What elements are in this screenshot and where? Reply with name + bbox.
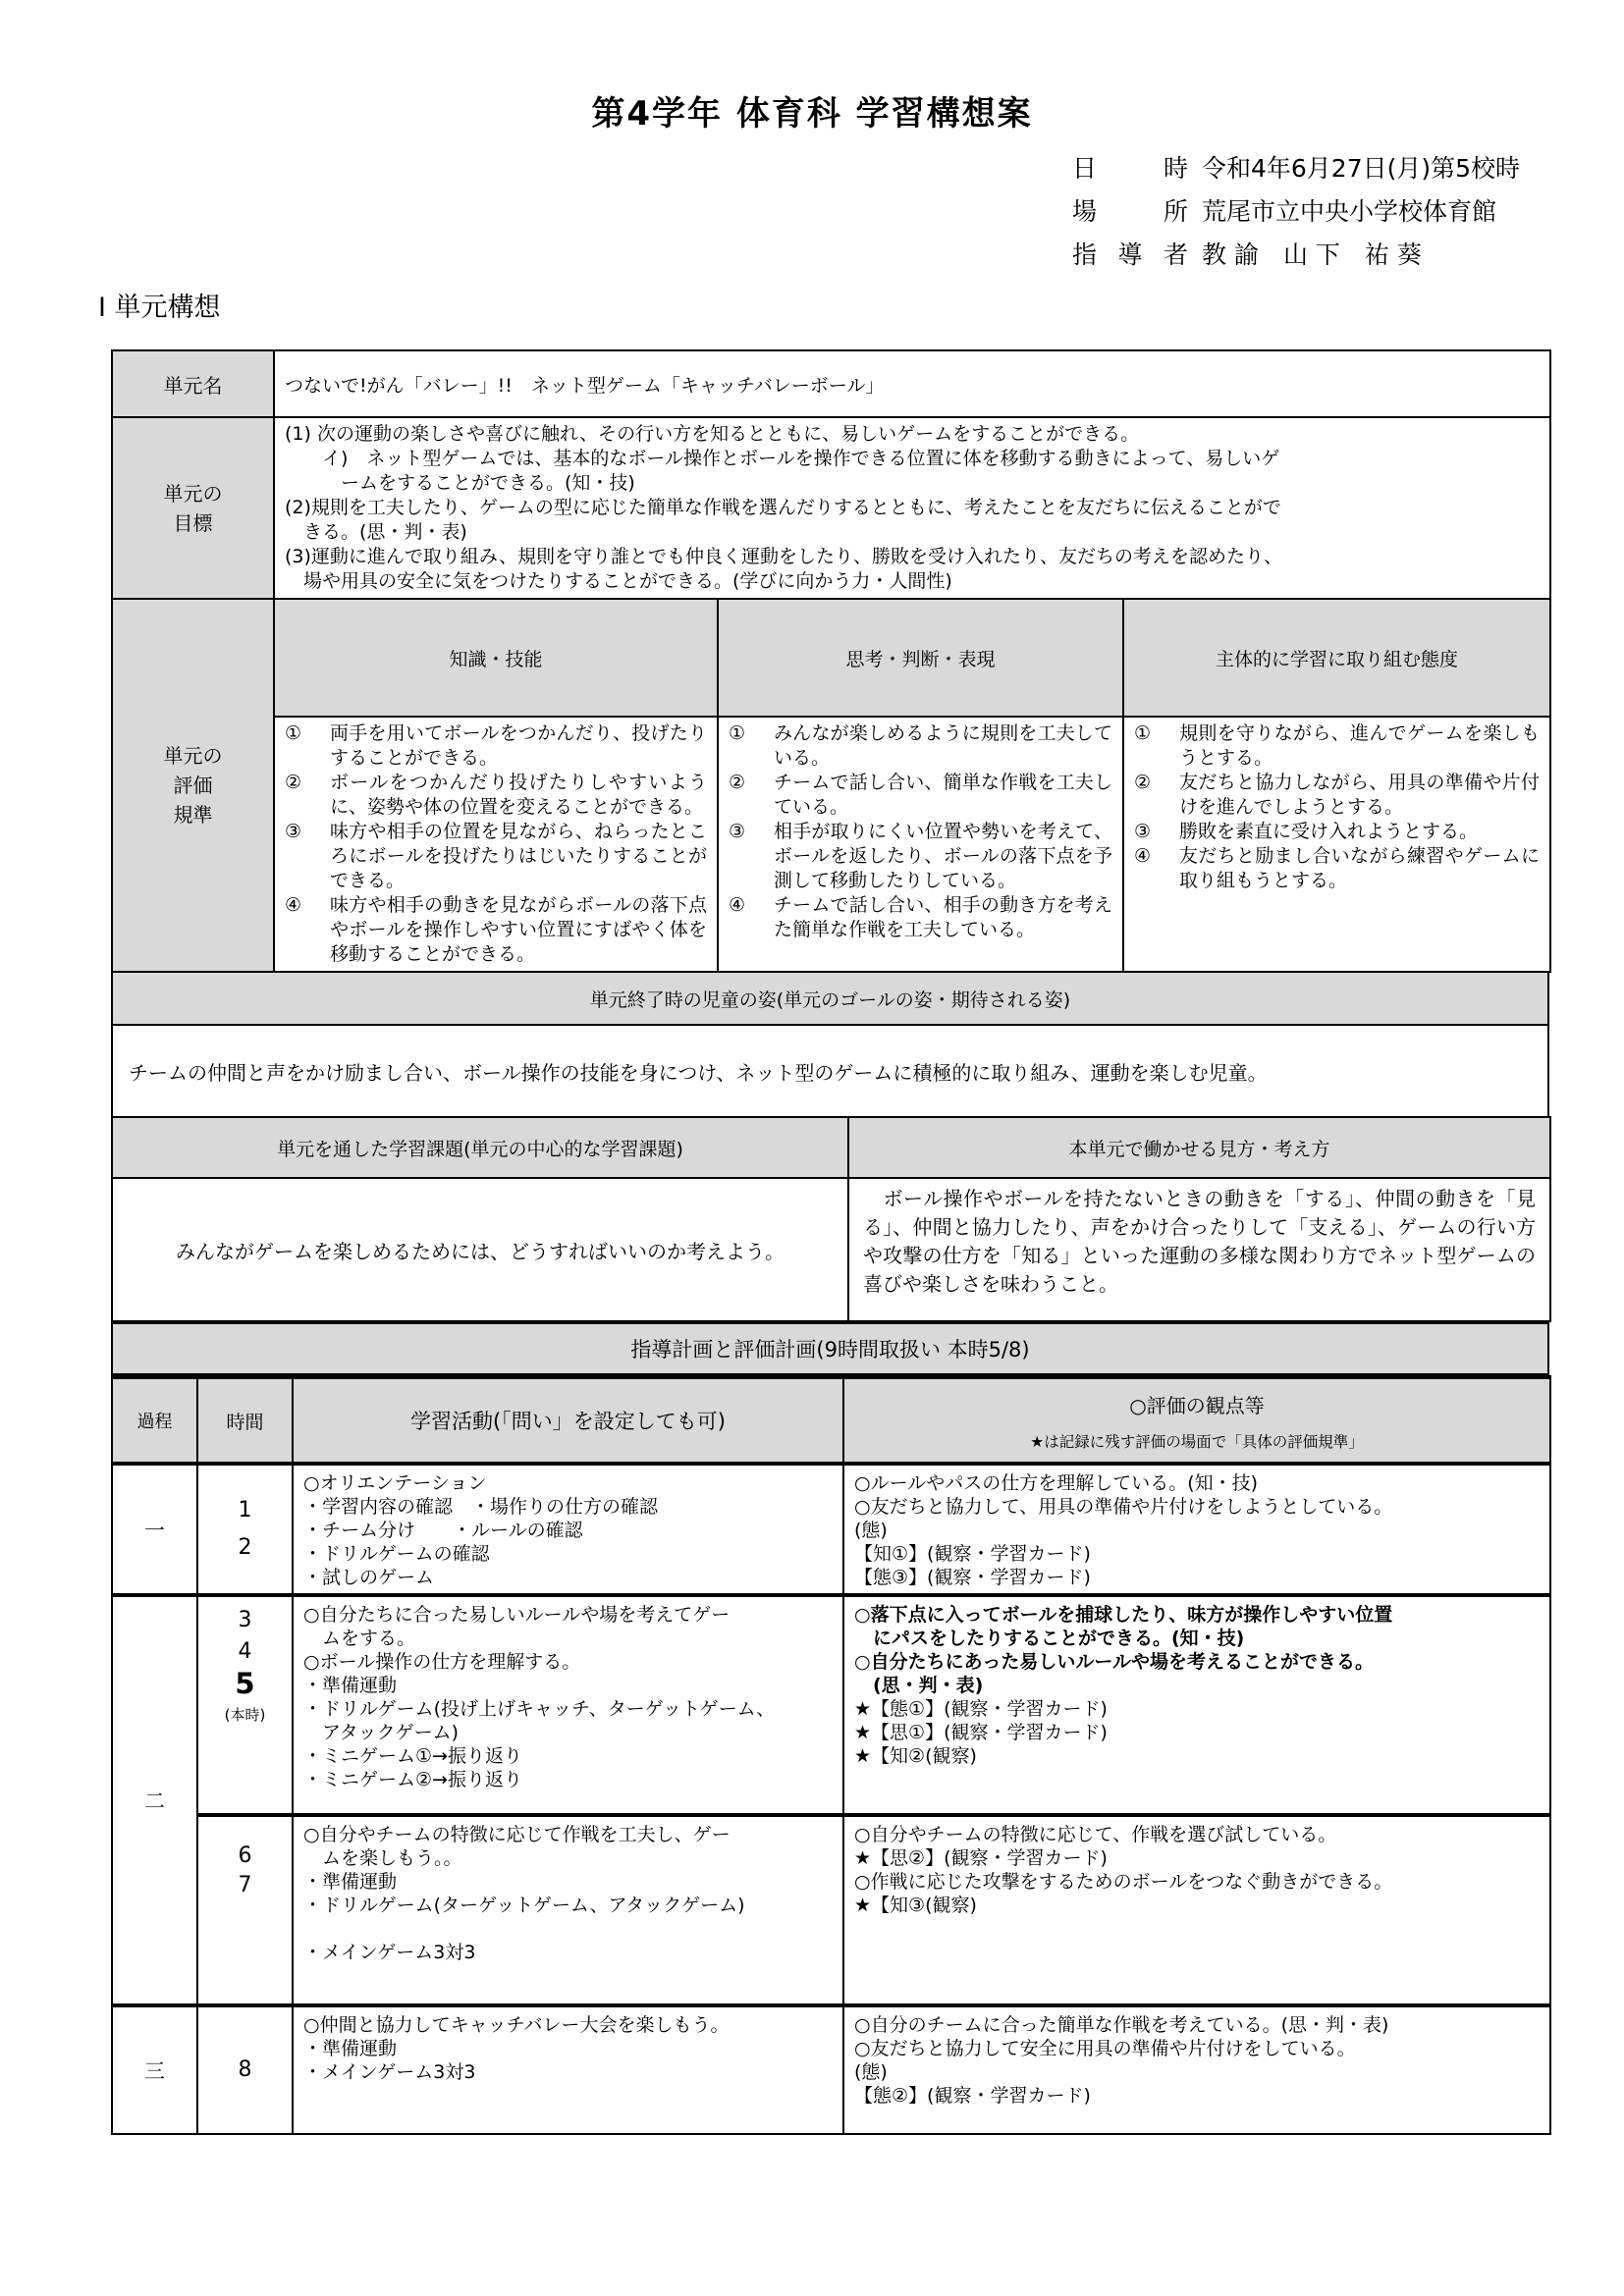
criteria-knowledge-cell bbox=[274, 717, 718, 972]
criteria-knowledge-items: ① 両手を用いてボールをつかんだり、投げたりすることができる。 ② ボールをつかんだり投げたりしやすいように、姿勢や体の位置を変えることができる。 ③ 味方や相手の位置を見ながら、ねらったところにボールを投げたりはじいたりすることができる。 ④ 味方や相手の動きを見ながらボールの落下点やボールを操作しやすい位置にすばやく体を移動することができる。 bbox=[285, 722, 707, 965]
meta-row-instructor bbox=[1072, 240, 1534, 270]
meta-block bbox=[1072, 154, 1534, 270]
plan-banner-table bbox=[111, 1320, 1549, 1377]
meta-value-place: 荒尾市立中央小学校体育館 bbox=[1202, 197, 1497, 226]
goal-figure-header: 単元終了時の児童の姿(単元のゴールの姿・期待される姿) bbox=[112, 972, 1548, 1025]
plan-row-2b bbox=[112, 1815, 1550, 2005]
plan-table bbox=[111, 1375, 1551, 2135]
plan-row-2a-time: 3 4 5 (本時) bbox=[197, 1595, 293, 1815]
meta-label-instructor: 指 導 者 bbox=[1072, 240, 1188, 269]
view-text: ボール操作やボールを持たないときの動きを「する」、仲間の動きを「見る」、仲間と協力したり、声をかけ合ったりして「支える」、ゲームの行い方や攻撃の仕方を「知る」といった運動の多様な関わり方でネット型ゲームの喜びや楽しさを味わうこと。 bbox=[848, 1178, 1550, 1321]
plan-row-2b-activity: ○自分やチームの特徴に応じて作戦を工夫し、ゲー ムを楽しもう。。 ・準備運動 ・ドリルゲーム(ターゲットゲーム、アタックゲーム) ・メインゲーム3対3 bbox=[293, 1815, 843, 2005]
plan-row-1-activity: ○オリエンテーション ・学習内容の確認 ・場作りの仕方の確認 ・チーム分け ・ルールの確認 ・ドリルゲームの確認 ・試しのゲーム bbox=[293, 1464, 843, 1595]
plan-row-3-process: 三 bbox=[112, 2005, 197, 2134]
meta-label-place: 場 所 bbox=[1072, 197, 1188, 226]
plan-row-2b-time: 6 7 bbox=[197, 1815, 293, 2005]
task-view-content-row bbox=[112, 1178, 1550, 1321]
plan-row-1 bbox=[112, 1464, 1550, 1595]
criteria-thinking-items: ① みんなが楽しめるように規則を工夫している。 ② チームで話し合い、簡単な作戦を工夫している。 ③ 相手が取りにくい位置や勢いを考えて、ボールを返したり、ボールの落下点を予測して移動したりしている。 ④ チームで話し合い、相手の動き方を考えた簡単な作戦を工夫している。 bbox=[729, 722, 1112, 940]
criteria-attitude-items: ① 規則を守りながら、進んでゲームを楽しもうとする。 ② 友だちと協力しながら、用具の準備や片付けを進んでしようとする。 ③ 勝敗を素直に受け入れようとする。 ④ 友だちと励まし合いながら練習やゲームに取り組もうとする。 bbox=[1134, 722, 1540, 891]
criteria-content-row bbox=[112, 717, 1550, 972]
plan-row-2b-eval: ○自分やチームの特徴に応じて、作戦を選び試している。 ★【思②】(観察・学習カード) ○作戦に応じた攻撃をするためのボールをつなぐ動きができる。 ★【知③(観察) bbox=[843, 1815, 1550, 2005]
meta-row-place bbox=[1072, 197, 1534, 227]
criteria-header-row bbox=[112, 599, 1550, 717]
goal-figure-text: チームの仲間と声をかけ励まし合い、ボール操作の技能を身につけ、ネット型のゲームに積極的に取り組み、運動を楽しむ児童。 bbox=[112, 1025, 1548, 1117]
meta-label-datetime: 日 時 bbox=[1072, 154, 1188, 183]
task-text: みんながゲームを楽しめるためには、どうすればいいのか考えよう。 bbox=[112, 1178, 848, 1321]
plan-banner-row bbox=[112, 1322, 1548, 1375]
plan-col-process: 過程 bbox=[112, 1377, 197, 1464]
goal-figure-header-row bbox=[112, 972, 1548, 1025]
task-view-header-row bbox=[112, 1117, 1550, 1178]
unit-criteria-label-lines: 単元の 評価 規準 bbox=[163, 744, 223, 827]
goal-figure-table bbox=[111, 971, 1549, 1118]
meta-row-datetime bbox=[1072, 154, 1534, 184]
plan-row-3-eval: ○自分のチームに合った簡単な作戦を考えている。(思・判・表) ○友だちと協力して安全に用具の準備や片付けをしている。 (態) 【態②】(観察・学習カード) bbox=[843, 2005, 1550, 2134]
unit-criteria-label bbox=[112, 599, 274, 972]
unit-goal-text bbox=[274, 417, 1550, 599]
meta-value-datetime: 令和4年6月27日(月)第5校時 bbox=[1202, 154, 1521, 183]
plan-row-2-process: 二 bbox=[112, 1595, 197, 2005]
plan-col-eval-line1: ○評価の観点等 bbox=[1129, 1393, 1265, 1417]
meta-value-instructor: 教 諭 山 下 祐 葵 bbox=[1202, 240, 1422, 269]
plan-row-1-process: 一 bbox=[112, 1464, 197, 1595]
view-header: 本単元で働かせる見方・考え方 bbox=[848, 1117, 1550, 1178]
unit-name-label: 単元名 bbox=[112, 350, 274, 417]
plan-row-3 bbox=[112, 2005, 1550, 2134]
unit-goal-label bbox=[112, 417, 274, 599]
page-title: 第4学年 体育科 学習構想案 bbox=[591, 94, 1033, 133]
section-heading-unit-plan: Ⅰ 単元構想 bbox=[98, 293, 221, 323]
task-view-table bbox=[111, 1116, 1551, 1322]
goal-figure-content-row bbox=[112, 1025, 1548, 1117]
criteria-header-attitude: 主体的に学習に取り組む態度 bbox=[1123, 599, 1550, 717]
unit-goal-lines: (1) 次の運動の楽しさや喜びに触れ、その行い方を知るとともに、易しいゲームをすることができる。 イ) ネット型ゲームでは、基本的なボール操作とボールを操作できる位置に体を移動する動きによって、易しいゲ ームをすることができる。(知・技) (2)規則を工夫したり、ゲームの型に応じた簡単な作戦を選んだりするとともに、考えたことを友だちに伝えることがで きる。(思・判・表) (3)運動に進んで取り組み、規則を守り誰とでも仲良く運動をしたり、勝敗を受け入れたり、友だちの考えを認めたり、 場や用具の安全に気をつけたりすることができる。(学びに向かう力・人間性) bbox=[285, 423, 1283, 592]
unit-name-row bbox=[112, 350, 1550, 417]
criteria-thinking-cell bbox=[718, 717, 1123, 972]
criteria-attitude-cell bbox=[1123, 717, 1550, 972]
unit-table bbox=[111, 349, 1551, 973]
plan-row-2a bbox=[112, 1595, 1550, 1815]
plan-banner: 指導計画と評価計画(9時間取扱い 本時5/8) bbox=[112, 1322, 1548, 1375]
task-header: 単元を通した学習課題(単元の中心的な学習課題) bbox=[112, 1117, 848, 1178]
unit-goal-row bbox=[112, 417, 1550, 599]
plan-col-activity: 学習活動(「問い」を設定しても可) bbox=[293, 1377, 843, 1464]
plan-row-1-time: 1 2 bbox=[197, 1464, 293, 1595]
unit-goal-label-lines: 単元の 目標 bbox=[163, 481, 223, 535]
plan-row-2a-eval: ○落下点に入ってボールを捕球したり、味方が操作しやすい位置 にパスをしたりすることができる。(知・技) ○自分たちにあった易しいルールや場を考えることができる。 (思・判・表) ★【態①】(観察・学習カード) ★【思①】(観察・学習カード) ★【知②(観察) bbox=[843, 1595, 1550, 1815]
plan-row-2a-activity: ○自分たちに合った易しいルールや場を考えてゲー ムをする。 ○ボール操作の仕方を理解する。 ・準備運動 ・ドリルゲーム(投げ上げキャッチ、ターゲットゲーム、 アタックゲーム) ・ミニゲーム①→振り返り ・ミニゲーム②→振り返り bbox=[293, 1595, 843, 1815]
plan-col-eval-line2: ★は記録に残す評価の場面で「具体の評価規準」 bbox=[1030, 1432, 1364, 1451]
plan-col-eval bbox=[843, 1377, 1550, 1464]
plan-col-time: 時間 bbox=[197, 1377, 293, 1464]
criteria-header-knowledge: 知識・技能 bbox=[274, 599, 718, 717]
criteria-header-thinking: 思考・判断・表現 bbox=[718, 599, 1123, 717]
unit-name-value: つないで!がん「バレー」!! ネット型ゲーム「キャッチバレーボール」 bbox=[274, 350, 1550, 417]
plan-row-3-activity: ○仲間と協力してキャッチバレー大会を楽しもう。 ・準備運動 ・メインゲーム3対3 bbox=[293, 2005, 843, 2134]
plan-row-3-time: 8 bbox=[197, 2005, 293, 2134]
plan-row-1-eval: ○ルールやパスの仕方を理解している。(知・技) ○友だちと協力して、用具の準備や片付けをしようとしている。 (態) 【知①】(観察・学習カード) 【態③】(観察・学習カード) bbox=[843, 1464, 1550, 1595]
plan-header-row bbox=[112, 1377, 1550, 1464]
